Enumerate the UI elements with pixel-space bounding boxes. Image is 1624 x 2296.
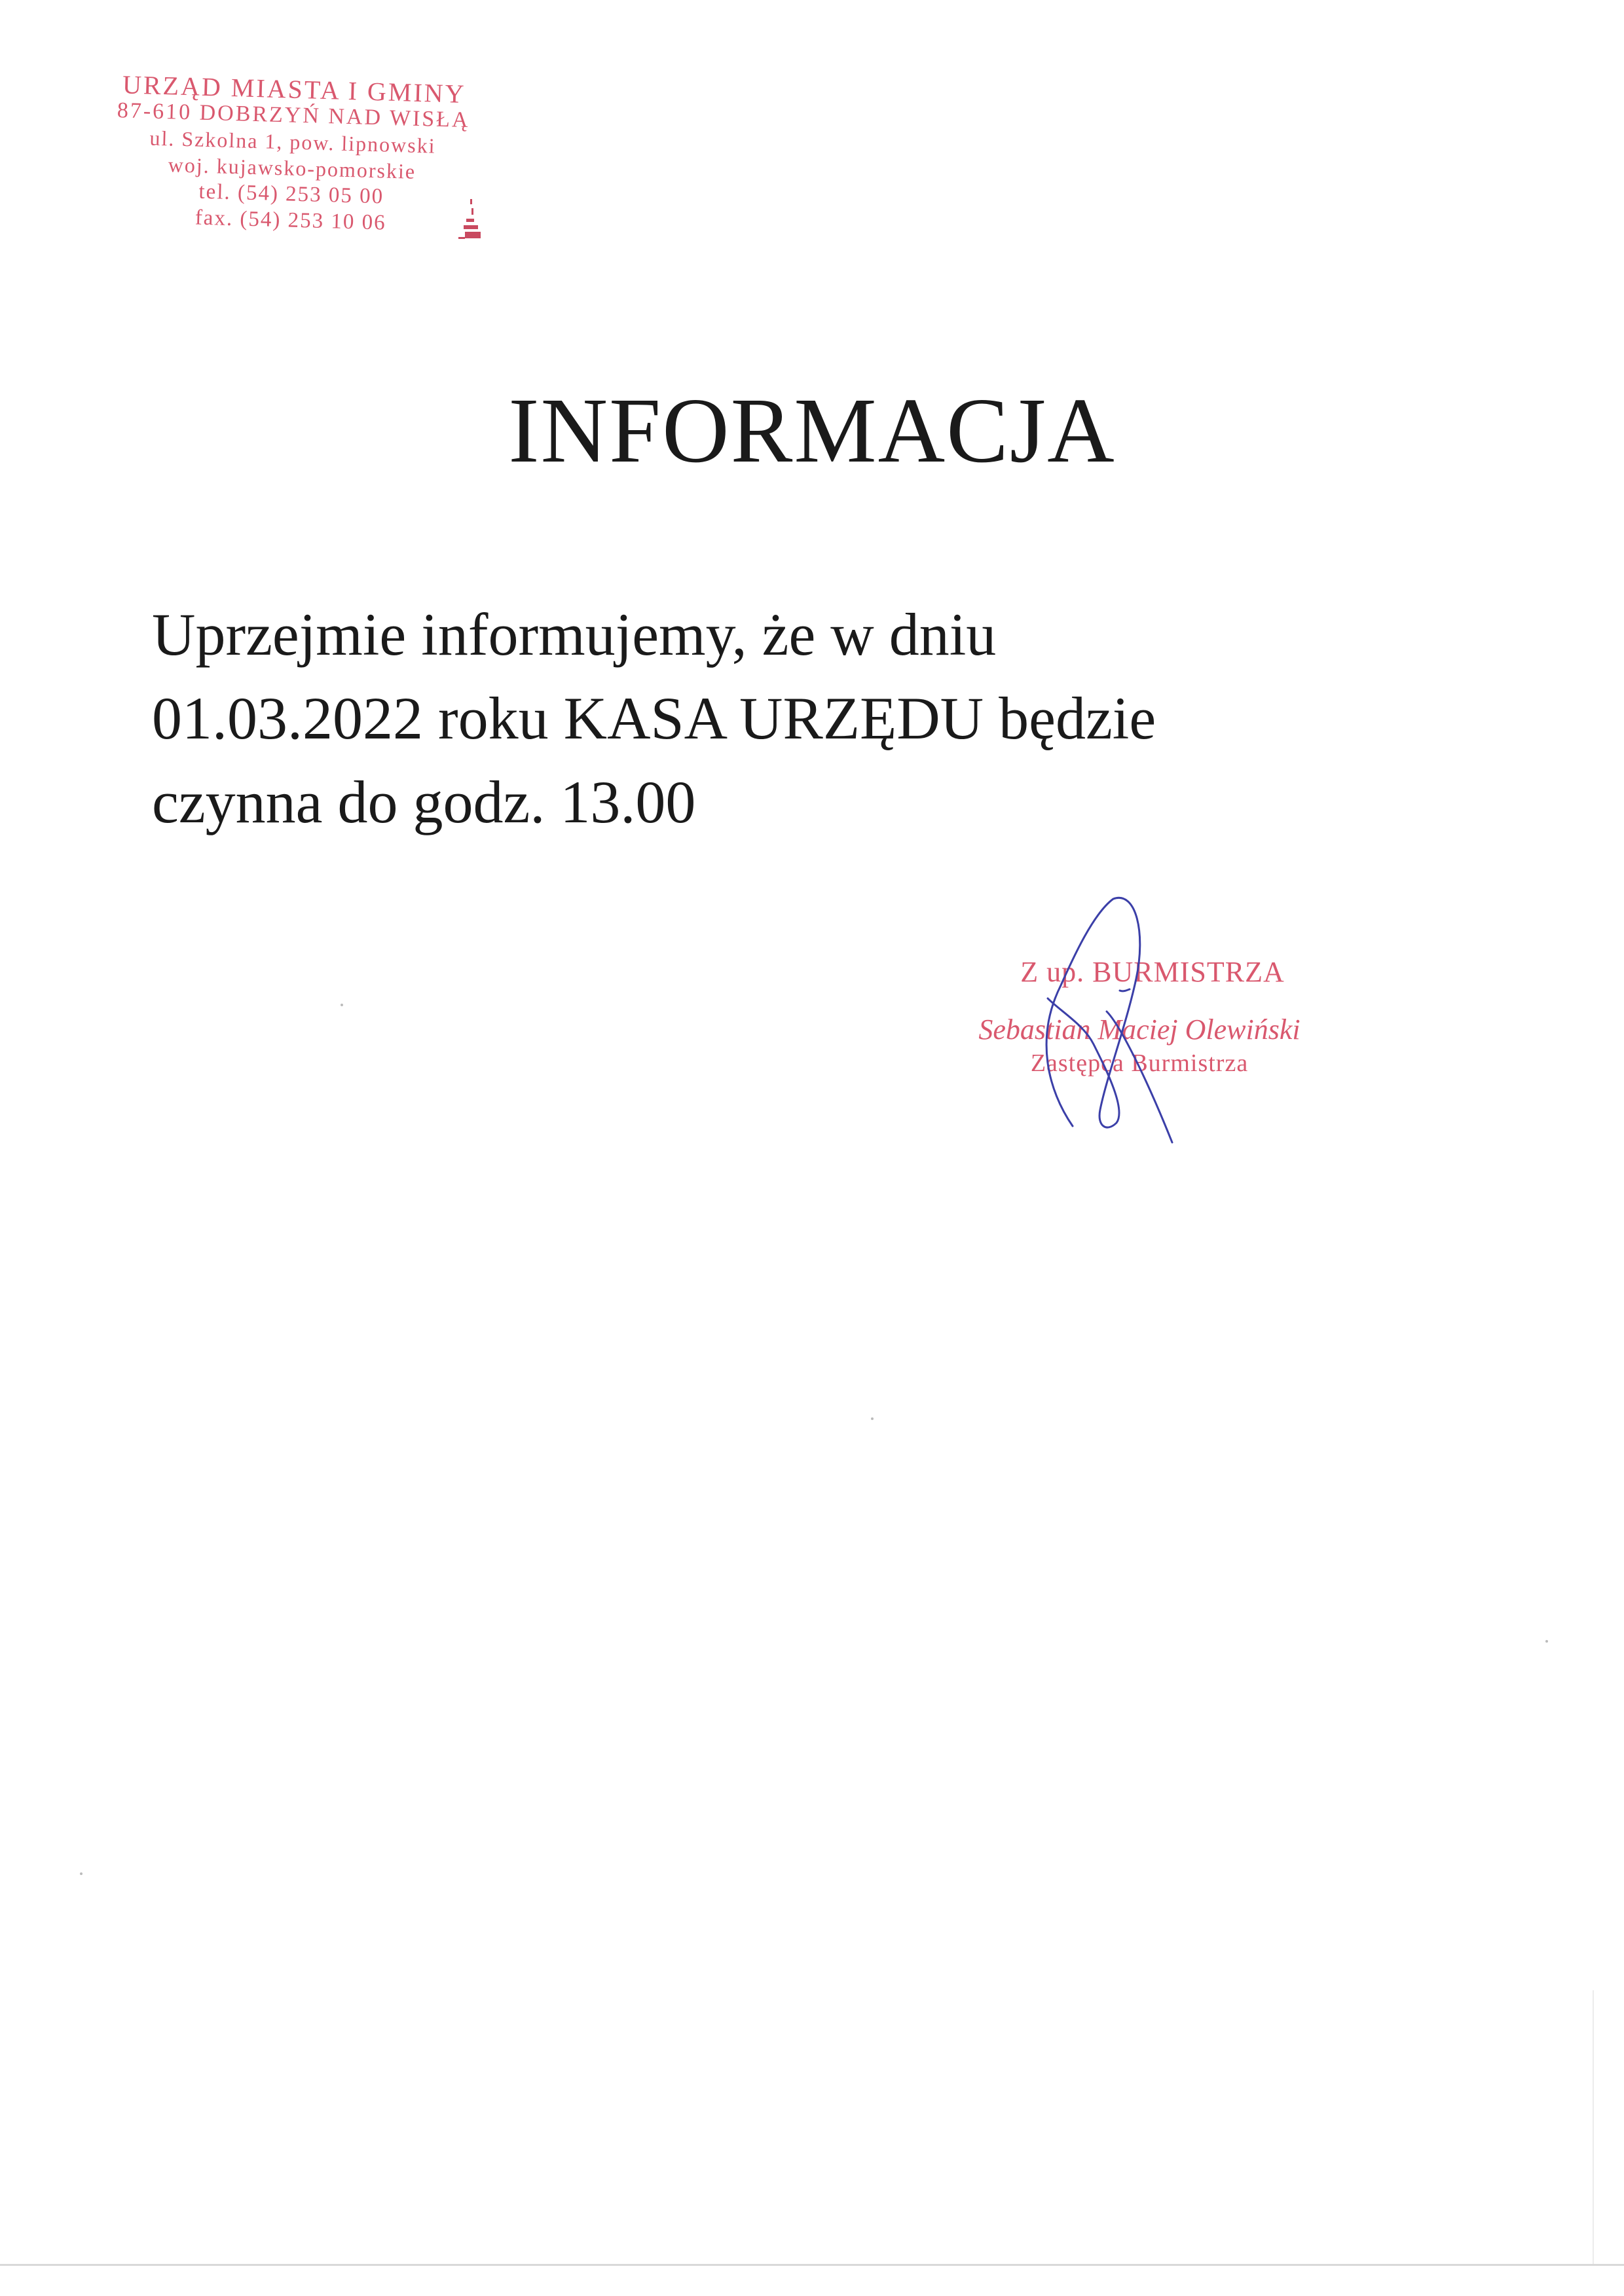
signature-position: Zastępca Burmistrza xyxy=(1030,1049,1249,1077)
scan-speck xyxy=(341,1004,343,1006)
scan-speck xyxy=(1545,1640,1548,1643)
stamp-line-fax: fax. (54) 253 10 06 xyxy=(194,206,387,235)
stamp-line-postal-address: 87-610 DOBRZYŃ NAD WISŁĄ xyxy=(117,98,471,133)
signature-authority: Z up. BURMISTRZA xyxy=(1020,956,1285,988)
scan-speck xyxy=(80,1872,83,1875)
stamp-line-voivodeship: woj. kujawsko-pomorskie xyxy=(168,153,416,183)
stamp-line-phone: tel. (54) 253 05 00 xyxy=(198,179,384,209)
office-stamp xyxy=(87,71,497,239)
signature-name: Sebastian Maciej Olewiński xyxy=(978,1013,1301,1046)
stamp-mark-icon xyxy=(458,196,485,249)
scan-speck xyxy=(871,1417,874,1420)
body-line: czynna do godz. 13.00 xyxy=(152,769,696,835)
body-line: Uprzejmie informujemy, że w dniu xyxy=(152,601,997,668)
document-title: INFORMACJA xyxy=(508,378,1116,482)
body-line: 01.03.2022 roku KASA URZĘDU będzie xyxy=(152,685,1156,752)
stamp-line-street: ul. Szkolna 1, pow. lipnowski xyxy=(149,126,437,158)
document-body xyxy=(152,592,1396,844)
scan-edge xyxy=(1593,1990,1594,2265)
scan-edge xyxy=(0,2264,1624,2266)
stamp-line-office: URZĄD MIASTA I GMINY xyxy=(122,69,467,109)
handwritten-signature-icon xyxy=(1022,894,1218,1156)
